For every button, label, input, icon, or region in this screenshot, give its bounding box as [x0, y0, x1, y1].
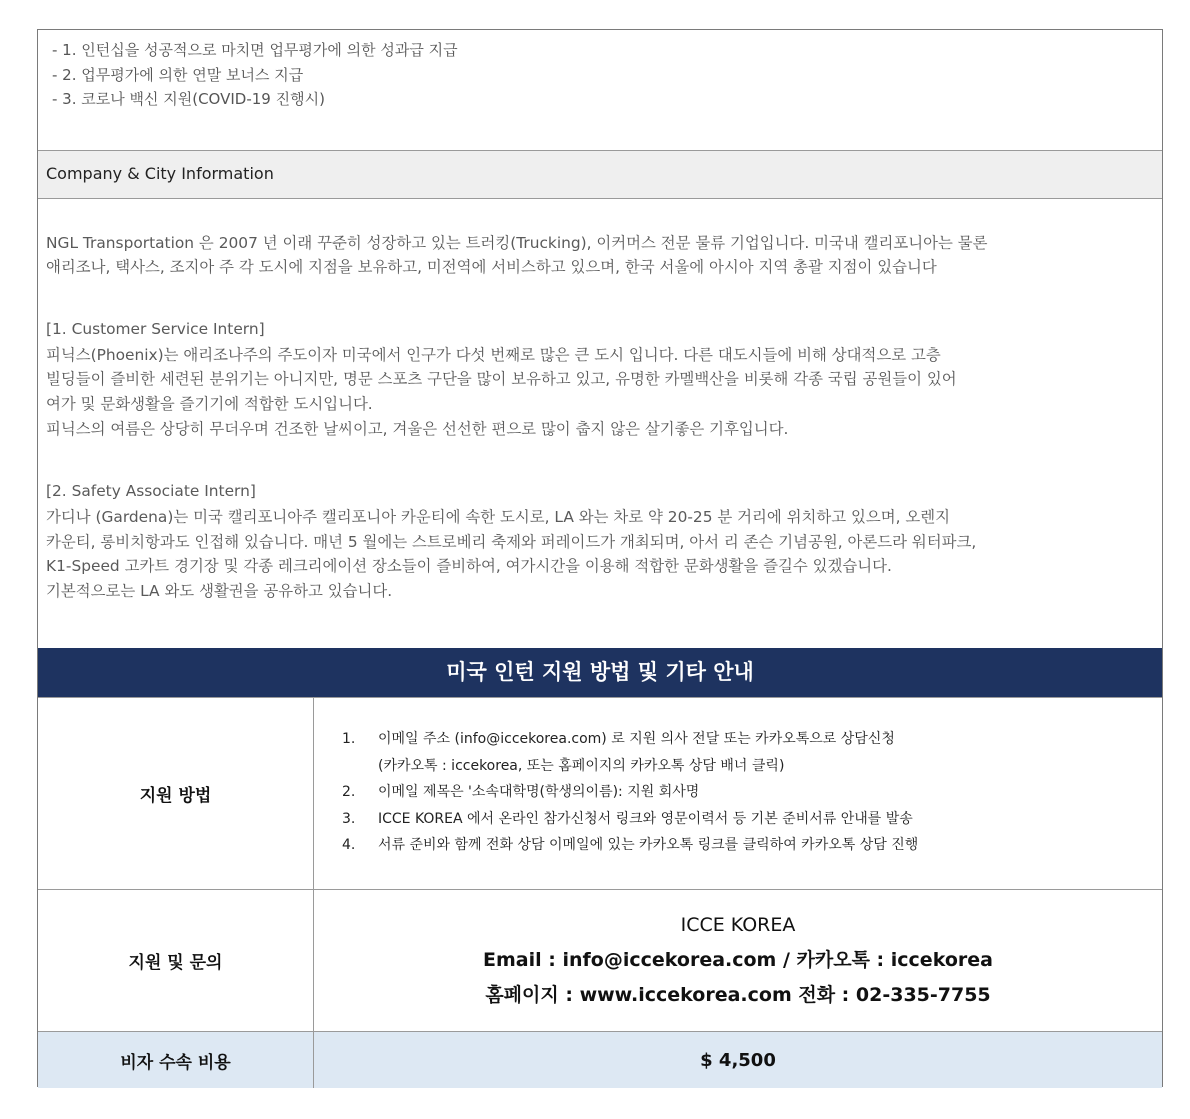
benefit-item: - 3. 코로나 백신 지원(COVID-19 진행시)	[52, 90, 325, 108]
safety-line: 카운티, 롱비치항과도 인접해 있습니다. 매년 5 월에는 스트로베리 축제와 퍼레이드가 개최되며, 아서 리 존슨 기념공원, 아론드라 워터파크,	[46, 533, 977, 551]
cost-value-cell	[314, 1032, 1162, 1088]
benefit-item: - 1. 인턴십을 성공적으로 마치면 업무평가에 의한 성과급 지급	[52, 41, 458, 59]
apply-banner: 미국 인턴 지원 방법 및 기타 안내	[38, 648, 1162, 697]
method-label: 지원 방법	[38, 698, 314, 889]
contact-label: 지원 및 문의	[38, 890, 314, 1031]
cost-value: $ 4,500	[700, 1049, 776, 1071]
contact-info	[314, 890, 1162, 1031]
customer-line: 빌딩들이 즐비한 세련된 분위기는 아니지만, 명문 스포츠 구단을 많이 보유하고 있고, 유명한 카멜백산을 비롯해 각종 국립 공원들이 있어	[46, 370, 957, 388]
section-heading: Company & City Information	[38, 151, 1162, 199]
company-info	[38, 199, 1162, 648]
benefit-item: - 2. 업무평가에 의한 연말 보너스 지급	[52, 65, 304, 84]
safety-intern-title: [2. Safety Associate Intern]	[46, 482, 256, 500]
benefits-list	[38, 30, 1162, 151]
customer-line: 피닉스의 여름은 상당히 무더우며 건조한 날씨이고, 겨울은 선선한 편으로 많이 춥지 않은 살기좋은 기후입니다.	[46, 420, 789, 438]
safety-line: 가디나 (Gardena)는 미국 캘리포니아주 캘리포니아 카운티에 속한 도시로, LA 와는 차로 약 20-25 분 거리에 위치하고 있으며, 오렌지	[46, 508, 951, 526]
intro-line: NGL Transportation 은 2007 년 이래 꾸준히 성장하고 있는 트러킹(Trucking), 이커머스 전문 물류 기업입니다. 미국내 캘리포니아는 물론	[46, 234, 988, 252]
step-item: 4. 서류 준비와 함께 전화 상담 이메일에 있는 카카오톡 링크를 클릭하여 카카오톡 상담 진행	[342, 837, 919, 853]
intro-line: 애리조나, 택사스, 조지아 주 각 도시에 지점을 보유하고, 미전역에 서비스하고 있으며, 한국 서울에 아시아 지역 총괄 지점이 있습니다	[46, 258, 937, 276]
contact-row	[38, 889, 1162, 1031]
customer-line: 여가 및 문화생활을 즐기기에 적합한 도시입니다.	[46, 395, 373, 413]
step-item: 3. ICCE KOREA 에서 온라인 참가신청서 링크와 영문이력서 등 기본 준비서류 안내를 발송	[342, 810, 913, 827]
contact-email[interactable]: Email : info@iccekorea.com / 카카오톡 : iccekorea	[483, 949, 993, 971]
cost-label: 비자 수속 비용	[38, 1032, 314, 1088]
method-row	[38, 697, 1162, 889]
step-item: 2. 이메일 제목은 '소속대학명(학생의이름): 지원 회사명	[342, 784, 700, 800]
cost-row	[38, 1031, 1162, 1088]
step-item: (카카오톡 : iccekorea, 또는 홈페이지의 카카오톡 상담 배너 클릭)	[378, 757, 785, 774]
method-steps	[314, 698, 1162, 889]
customer-line: 피닉스(Phoenix)는 애리조나주의 주도이자 미국에서 인구가 다섯 번째로 많은 큰 도시 입니다. 다른 대도시들에 비해 상대적으로 고층	[46, 346, 941, 364]
customer-intern-title: [1. Customer Service Intern]	[46, 320, 265, 338]
document-frame	[37, 29, 1163, 1087]
contact-company: ICCE KOREA	[680, 914, 796, 936]
safety-line: 기본적으로는 LA 와도 생활권을 공유하고 있습니다.	[46, 582, 393, 600]
safety-line: K1-Speed 고카트 경기장 및 각종 레크리에이션 장소들이 즐비하여, 여가시간을 이용해 적합한 문화생활을 즐길수 있겠습니다.	[46, 557, 892, 575]
contact-homepage[interactable]: 홈페이지 : www.iccekorea.com 전화 : 02-335-7755	[485, 984, 991, 1006]
step-item: 1. 이메일 주소 (info@iccekorea.com) 로 지원 의사 전달 또는 카카오톡으로 상담신청	[342, 731, 895, 747]
